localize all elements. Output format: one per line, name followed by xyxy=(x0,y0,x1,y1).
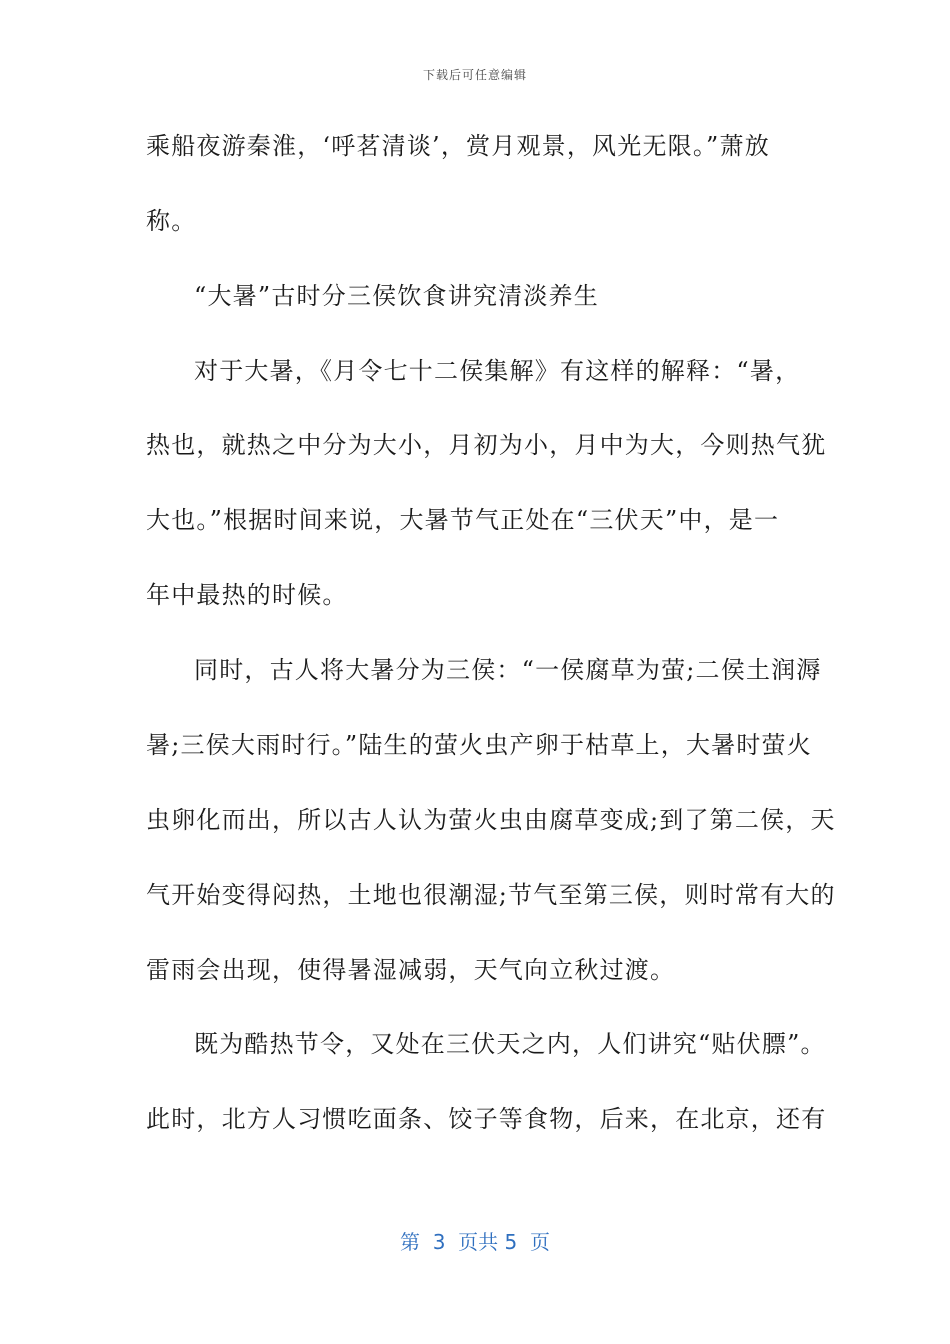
text-line: 称。 xyxy=(146,207,197,235)
text-line: 既为酷热节令，又处在三伏天之内，人们讲究“贴伏膘”。 xyxy=(194,1030,826,1058)
page-header: 下载后可任意编辑 xyxy=(422,68,527,82)
text-line: 雷雨会出现，使得暑湿减弱，天气向立秋过渡。 xyxy=(146,956,676,984)
text-line: 大也。”根据时间来说，大暑节气正处在“三伏天”中，是一 xyxy=(146,506,780,534)
text-line: 对于大暑，《月令七十二侯集解》有这样的解释：“暑， xyxy=(194,357,801,385)
page-number: 第 3 页共 5 页 xyxy=(400,1230,550,1254)
text-line: 乘船夜游秦淮，‘呼茗清谈’，赏月观景，风光无限。”萧放 xyxy=(146,132,770,160)
text-line: 年中最热的时候。 xyxy=(146,581,348,609)
text-line: 此时，北方人习惯吃面条、饺子等食物，后来，在北京，还有 xyxy=(146,1105,827,1133)
text-line: 暑;三侯大雨时行。”陆生的萤火虫产卵于枯草上，大暑时萤火 xyxy=(146,731,812,759)
text-line: 热也，就热之中分为大小，月初为小，月中为大，今则热气犹 xyxy=(146,431,827,459)
text-line: 虫卵化而出，所以古人认为萤火虫由腐草变成;到了第二侯，天 xyxy=(146,806,836,834)
section-heading: “大暑”古时分三侯饮食讲究清淡养生 xyxy=(194,282,599,310)
text-line: 气开始变得闷热，土地也很潮湿;节气至第三侯，则时常有大的 xyxy=(146,881,836,909)
text-line: 同时，古人将大暑分为三侯：“一侯腐草为萤;二侯土润溽 xyxy=(194,656,822,684)
